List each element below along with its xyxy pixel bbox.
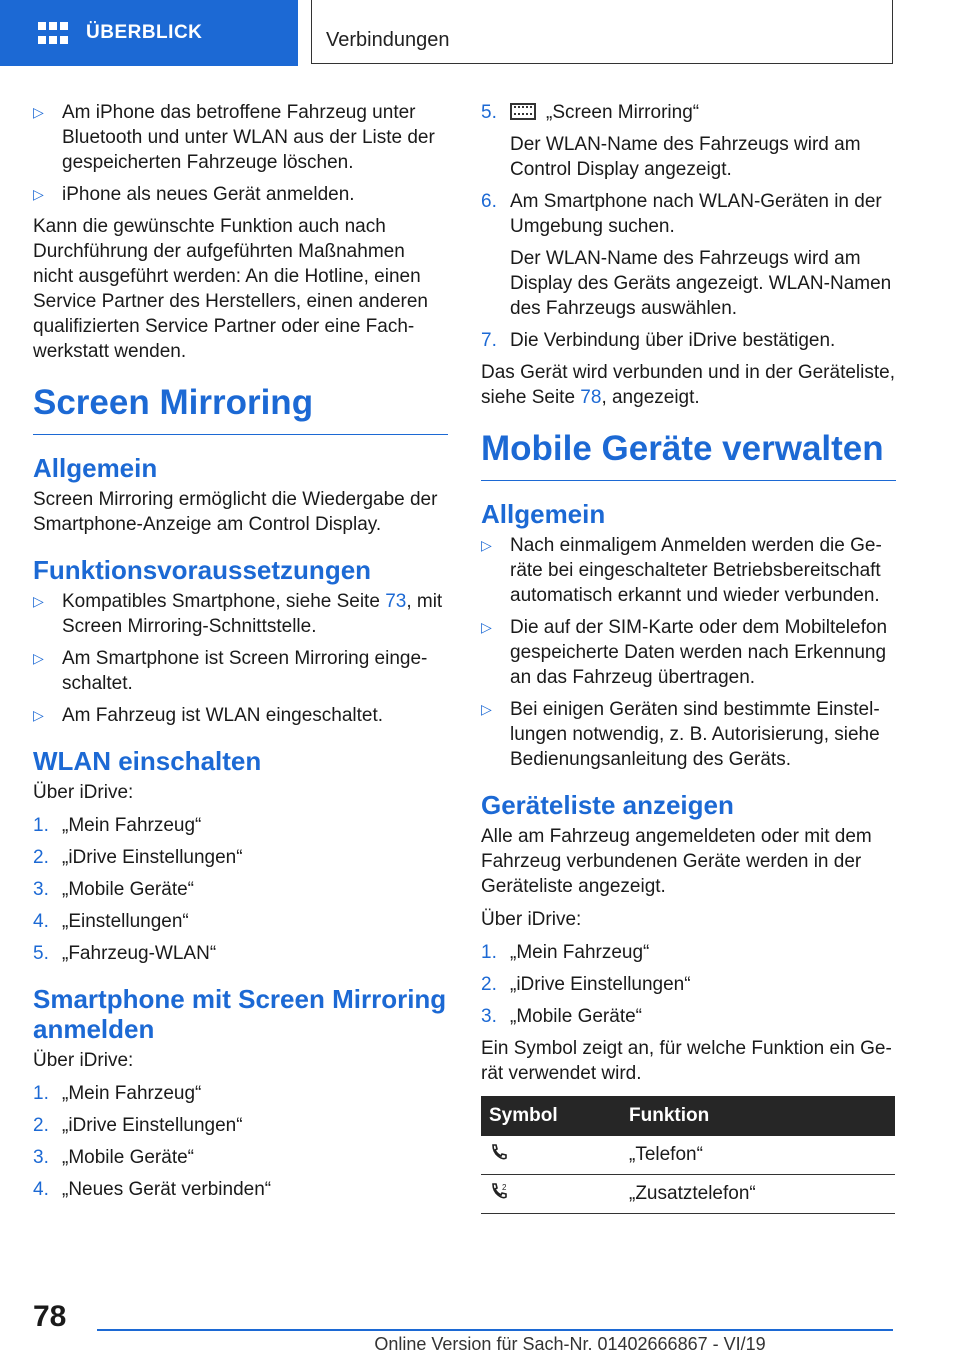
step-note: Der WLAN-Name des Fahrzeugs wird am Control Display angezeigt. [510,134,861,180]
triangle-bullet-icon: ▷ [33,707,44,723]
page-link-73[interactable]: 73 [385,591,407,612]
table-cell-symbol [481,1175,621,1214]
step-item: 5. „Screen Mirroring“ [481,102,700,123]
phone-2-icon [489,1181,509,1201]
step-item: 1. „Mein Fahrzeug“ [481,942,650,963]
tab-section-label: Verbindungen [326,29,450,51]
via-idrive: Über iDrive: [481,909,582,930]
step-item: 2. „iDrive Einstellungen“ [33,1115,243,1136]
step-item: 4. „Neues Gerät verbinden“ [33,1179,272,1200]
symbol-table [481,1096,895,1214]
top-bar [0,0,960,66]
table-cell-function: „Telefon“ [621,1136,895,1175]
triangle-bullet-icon: ▷ [33,104,44,120]
grid-menu-icon [38,22,68,44]
paragraph-hotline: Kann die gewünschte Funktion auch nach Durchführung der aufgeführten Maßnahmen nicht ausgeführt werden: An die Hotline, einen Service Partner des Herstellers, einen anderen qualifizierten Service Partner oder eine Fachwerkstatt wenden. [33,216,428,362]
list-item: ▷ Nach einmaligem Anmelden werden die Geräte bei eingeschalteter Betriebsbereitschaft automatisch erkannt und wieder verbunden. [481,535,882,606]
table-cell-symbol [481,1136,621,1175]
paragraph-connected: Das Gerät wird verbunden und in der Geräteliste, siehe Seite 78, angezeigt. [481,362,895,408]
triangle-bullet-icon: ▷ [481,537,492,553]
heading-general: Allgemein [481,499,606,529]
list-item: ▷ Die auf der SIM-Karte oder dem Mobiltelefon gespeicherte Daten werden nach Erkennung an das Fahrzeug übertragen. [481,617,888,688]
heading-device-list: Geräteliste anzeigen [481,790,734,820]
heading-screen-mirroring: Screen Mirroring [33,382,448,435]
heading-register: Smartphone mit Screen Mirroring anmelden [33,984,447,1044]
page-number: 78 [33,1300,67,1333]
left-column [33,100,448,1209]
right-column [481,100,896,1214]
heading-wlan: WLAN einschalten [33,746,262,776]
triangle-bullet-icon: ▷ [33,650,44,666]
paragraph-symbol: Ein Symbol zeigt an, für welche Funktion ein Gerät verwendet wird. [481,1038,892,1084]
phone-icon [489,1142,509,1162]
list-item: ▷ Am Fahrzeug ist WLAN eingeschaltet. [33,705,384,726]
step-item: 1. „Mein Fahrzeug“ [33,1083,202,1104]
list-item: ▷ Bei einigen Geräten sind bestimmte Einstellungen notwendig, z. B. Autorisierung, siehe Bedienungsanleitung des Geräts. [481,699,880,770]
triangle-bullet-icon: ▷ [481,701,492,717]
paragraph-general: Screen Mirroring ermöglicht die Wiedergabe der Smartphone-Anzeige am Control Display. [33,489,438,535]
tab-section[interactable] [311,0,893,64]
list-item: ▷ Am iPhone das betroffene Fahrzeug unter Bluetooth und unter WLAN aus der Liste der gespeicherten Fahrzeuge löschen. [33,102,435,173]
step-note: Der WLAN-Name des Fahrzeugs wird am Display des Geräts angezeigt. WLAN-Namen des Fahrzeugs auswählen. [510,248,892,319]
step-item: 5. „Fahrzeug-WLAN“ [33,943,217,964]
step-item: 2. „iDrive Einstellungen“ [33,847,243,868]
step-item: 4. „Einstellungen“ [33,911,189,932]
step-item: 2. „iDrive Einstellungen“ [481,974,691,995]
list-item: ▷ Kompatibles Smartphone, siehe Seite 73, mit Screen Mirroring-Schnittstelle. [33,591,443,637]
svg-text:2: 2 [502,1183,507,1192]
triangle-bullet-icon: ▷ [33,593,44,609]
step-item: 1. „Mein Fahrzeug“ [33,815,202,836]
step-item: 6. Am Smartphone nach WLAN-Geräten in der Umgebung suchen. [481,191,882,237]
list-item: ▷ Am Smartphone ist Screen Mirroring eingeschaltet. [33,648,428,694]
via-idrive: Über iDrive: [33,782,134,803]
page-link-78[interactable]: 78 [580,387,602,408]
heading-general: Allgemein [33,453,158,483]
list-item: ▷ iPhone als neues Gerät anmelden. [33,184,355,205]
heading-requirements: Funktionsvoraussetzungen [33,555,372,585]
table-header-row [481,1096,895,1136]
table-header-symbol: Symbol [481,1096,621,1136]
table-cell-function: „Zusatztelefon“ [621,1175,895,1214]
step-item: 3. „Mobile Geräte“ [33,879,194,900]
footer-text: Online Version für Sach-Nr. 01402666867 - VI/19 [374,1334,766,1354]
tab-overview-label: ÜBERBLICK [86,22,203,43]
step-item: 3. „Mobile Geräte“ [33,1147,194,1168]
paragraph-device-list: Alle am Fahrzeug angemeldeten oder mit dem Fahrzeug verbundenen Geräte werden in der Geräteliste angezeigt. [481,826,872,897]
triangle-bullet-icon: ▷ [33,186,44,202]
footer-divider [97,1329,893,1331]
step-item: 7. Die Verbindung über iDrive bestätigen. [481,330,836,351]
triangle-bullet-icon: ▷ [481,619,492,635]
heading-manage-devices: Mobile Geräte verwalten [481,428,896,481]
screen-mirroring-icon [510,103,536,120]
step-item: 3. „Mobile Geräte“ [481,1006,642,1027]
table-row [481,1175,895,1214]
table-row [481,1136,895,1175]
table-header-function: Funktion [621,1096,895,1136]
tab-overview[interactable] [0,0,298,66]
via-idrive: Über iDrive: [33,1050,134,1071]
